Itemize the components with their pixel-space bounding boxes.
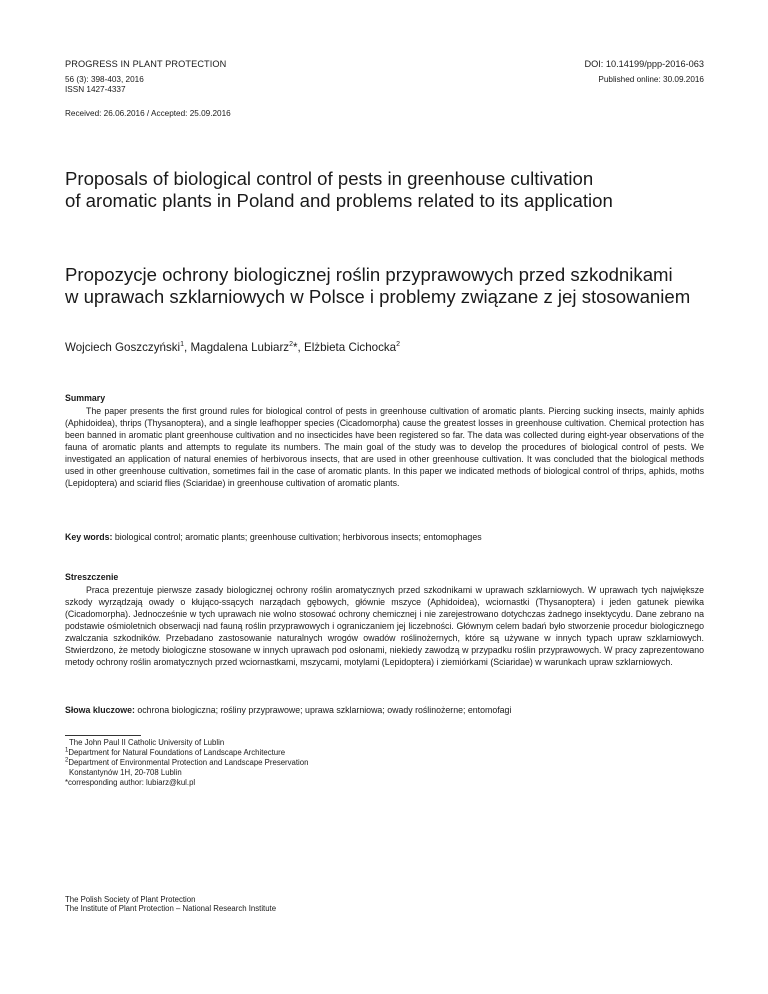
keywords-list: ochrona biologiczna; rośliny przyprawowe; uprawa szklarniowa; owady roślinożerne; entomofagi bbox=[134, 705, 512, 715]
title-english-line-1: Proposals of biological control of pests in greenhouse cultivation bbox=[65, 168, 594, 189]
received-accepted-dates: Received: 26.06.2016 / Accepted: 25.09.2016 bbox=[65, 109, 231, 118]
title-polish-line-2: w uprawach szklarniowych w Polsce i problemy związane z jej stosowaniem bbox=[65, 286, 691, 307]
affiliation-mark: 2 bbox=[65, 757, 69, 764]
streszczenie-heading: Streszczenie bbox=[65, 572, 119, 582]
keywords-label: Słowa kluczowe: bbox=[65, 705, 135, 715]
published-online-date: Published online: 30.09.2016 bbox=[598, 75, 704, 84]
author-name: Wojciech Goszczyński bbox=[65, 341, 181, 354]
footer-society: The Polish Society of Plant Protection bbox=[65, 895, 196, 904]
affiliation-mark: 2 bbox=[289, 341, 294, 349]
corresponding-mark: * bbox=[293, 341, 298, 354]
affiliation-mark: 1 bbox=[180, 341, 185, 349]
keywords-list: biological control; aromatic plants; greenhouse cultivation; herbivorous insects; entomophages bbox=[112, 532, 482, 542]
title-polish bbox=[65, 264, 725, 308]
doi: DOI: 10.14199/ppp-2016-063 bbox=[584, 59, 704, 69]
summary-text: The paper presents the first ground rules for biological control of pests in greenhouse cultivation of aromatic plants. Piercing sucking insects, mainly aphids (Aphidoidea), thrips (Thysanoptera), and a single leafhopper species (Cicadomorpha) cause the greatest losses in greenhouse cultivation. Chemical protection has been banned in aromatic plant greenhouse cultivation and no insecticides have been registered so far. The data was collected during eight-year observations of the fauna of aromatic plants and attempts to regulate its numbers. The main goal of the study was to develop the procedures of biological control of pests. We investigated an application of natural enemies of herbivorous insects, that are used in other greenhouse cultivation. It was concluded that the biological methods used in other greenhouse cultivation, sometimes fail in the case of aromatic plants. In this paper we indicated methods of biological control of thrips, aphids, moths (Lepidoptera) and sciarid flies (Sciaridae) in greenhouse cultivation of aromatic plants. bbox=[65, 406, 704, 488]
author-separator: , bbox=[297, 341, 304, 354]
footnote-department-1 bbox=[65, 748, 285, 759]
affiliation-mark: 1 bbox=[65, 747, 69, 754]
keywords-polish bbox=[65, 704, 704, 716]
streszczenie-text: Praca prezentuje pierwsze zasady biologicznej ochrony roślin aromatycznych przed szkodnikami w uprawach szklarniowych. W uprawach tych największe szkody wyrządzają owady o kłująco-ssących narządach gębowych, głównie mszyce (Aphidoidea), wciornastki (Thysanoptera) i jeden gatunek piewika (Cicadomorpha). Jednocześnie w tych uprawach nie wolno stosować ochrony chemicznej i nie zarejestrowano dotychczas żadnego insektycydu. Dane zebrano na podstawie ośmioletnich obserwacji nad fauną roślin przyprawowych i ograniczaniem jej liczebności. Głównym celem badań było stworzenie procedur biologicznego zwalczania szkodników. Przebadano zastosowanie naturalnych wrogów owadów roślinożernych, które są używane w innych typach upraw szklarniowych. Stwierdzono, że metody biologiczne stosowane w innych uprawach pod osłonami, niekiedy zawodzą w przypadku roślin przyprawowych. W pracy zaprezentowano metody ochrony roślin aromatycznych przed wciornastkami, mszycami, motylami (Lepidoptera) i ziemiórkami (Sciaridae) w warunkach upraw szklarniowych. bbox=[65, 585, 704, 667]
author-list bbox=[65, 341, 400, 354]
affiliation-mark: 2 bbox=[396, 341, 401, 349]
title-polish-line-1: Propozycje ochrony biologicznej roślin przyprawowych przed szkodnikami bbox=[65, 264, 673, 285]
footnote-department-2 bbox=[65, 758, 308, 769]
footnote-address: Konstantynów 1H, 20-708 Lublin bbox=[69, 768, 182, 777]
department-name: Department for Natural Foundations of Landscape Architecture bbox=[68, 748, 286, 757]
author-name: Elżbieta Cichocka bbox=[303, 341, 397, 354]
issue-info: 56 (3): 398-403, 2016 bbox=[65, 75, 144, 84]
issn: ISSN 1427-4337 bbox=[65, 85, 126, 94]
footnote-divider bbox=[65, 735, 141, 736]
summary-heading: Summary bbox=[65, 393, 106, 403]
keywords-english bbox=[65, 531, 704, 543]
title-english-line-2: of aromatic plants in Poland and problems related to its application bbox=[65, 190, 613, 211]
department-name: Department of Environmental Protection and Landscape Preservation bbox=[68, 758, 309, 767]
footnote-corresponding-author: *corresponding author: lubiarz@kul.pl bbox=[65, 778, 196, 787]
keywords-label: Key words: bbox=[65, 532, 113, 542]
author-name: Magdalena Lubiarz bbox=[190, 341, 290, 354]
author-separator: , bbox=[184, 341, 191, 354]
title-english bbox=[65, 168, 725, 212]
journal-name: PROGRESS IN PLANT PROTECTION bbox=[65, 59, 227, 69]
footer-institute: The Institute of Plant Protection – National Research Institute bbox=[65, 904, 277, 913]
footnote-university: The John Paul II Catholic University of Lublin bbox=[69, 738, 225, 747]
